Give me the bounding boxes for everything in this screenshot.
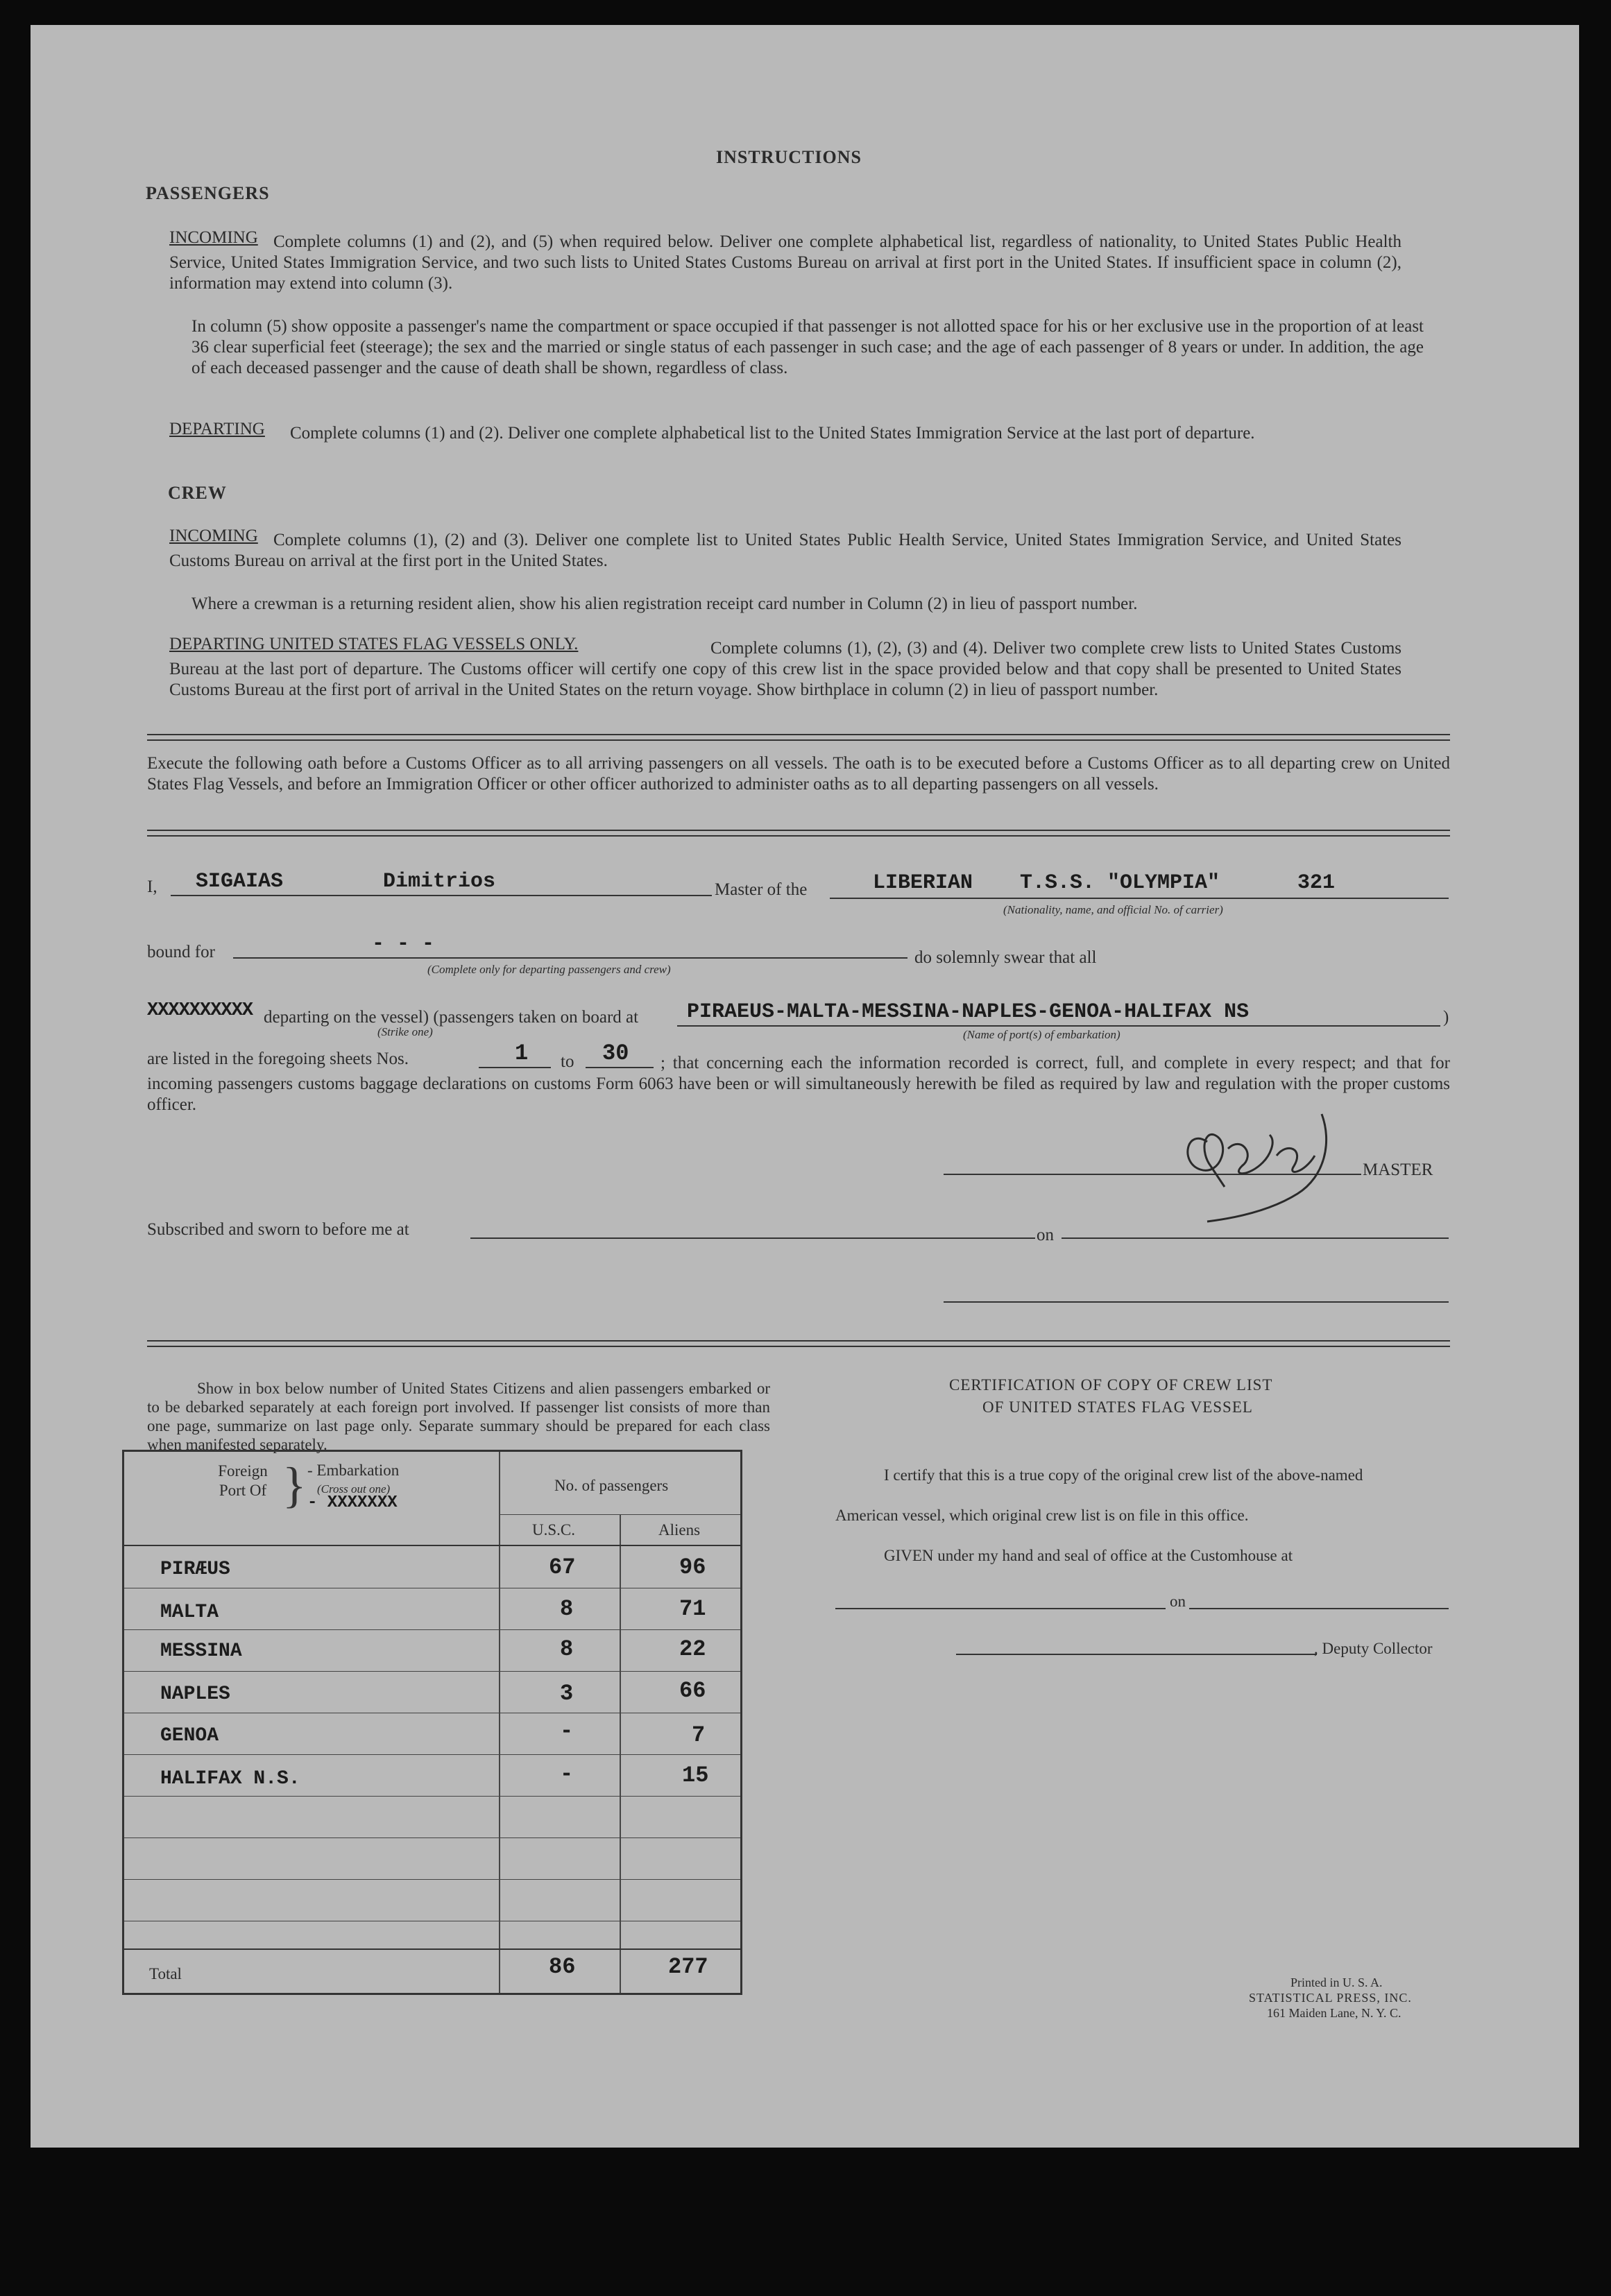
- double-rule-mid-2: [147, 835, 1450, 837]
- vessel-nationality: LIBERIAN: [873, 871, 973, 895]
- row-aliens: 15: [682, 1763, 709, 1788]
- subscribed-on-label: on: [1037, 1226, 1054, 1244]
- row-aliens: 96: [679, 1554, 706, 1580]
- table-row-rule-5: [124, 1754, 740, 1755]
- master-name-line[interactable]: [171, 895, 712, 896]
- sheets-declaration: ; that concerning each the information recorded is correct, full, and complete in every respect; and that for incoming passengers customs baggage declarations on customs Form 6063 have been or will simultaneously herewith be filed as required by law and regulation with the proper customs officer.: [147, 1054, 1450, 1114]
- crew-heading: CREW: [168, 483, 227, 503]
- certification-line-1: I certify that this is a true copy of the original crew list of the above-named: [884, 1466, 1363, 1484]
- passengers-incoming-label: INCOMING: [169, 228, 258, 247]
- table-row-rule-2: [124, 1629, 740, 1630]
- total-aliens: 277: [668, 1954, 708, 1980]
- row-aliens: 22: [679, 1636, 706, 1662]
- table-header-rule-2: [124, 1545, 740, 1546]
- printer-line-1: Printed in U. S. A.: [1290, 1976, 1383, 1989]
- bound-for-caption: (Complete only for departing passengers and crew): [427, 963, 671, 976]
- cross-out-caption: (Cross out one): [317, 1482, 391, 1496]
- certification-title-2: OF UNITED STATES FLAG VESSEL: [982, 1398, 1253, 1416]
- instructions-title: INSTRUCTIONS: [716, 147, 862, 167]
- ports-line[interactable]: [677, 1025, 1440, 1027]
- ports-caption: (Name of port(s) of embarkation): [963, 1028, 1120, 1041]
- row-aliens: 71: [679, 1596, 706, 1622]
- passengers-heading: PASSENGERS: [146, 183, 270, 203]
- port-brace: }: [282, 1457, 307, 1513]
- printer-line-2: STATISTICAL PRESS, INC.: [1249, 1991, 1412, 2005]
- double-rule-top-2: [147, 739, 1450, 741]
- bound-for-line[interactable]: [233, 957, 907, 959]
- passengers-departing-label: DEPARTING: [169, 420, 265, 438]
- oath-intro: Execute the following oath before a Customs Officer as to all arriving passengers on all vessels. The oath is to be executed before a Customs Officer as to all departing crew on United States Flag Vessels, and before an Immigration Officer or other officer authorized to administer oaths as to all departing passengers on all vessels.: [147, 754, 1450, 794]
- no-passengers-label: No. of passengers: [554, 1477, 669, 1494]
- sheets-label: are listed in the foregoing sheets Nos.: [147, 1050, 409, 1068]
- master-label: MASTER: [1363, 1160, 1433, 1179]
- table-row-rule-7: [124, 1837, 740, 1838]
- subscribed-label: Subscribed and sworn to before me at: [147, 1220, 409, 1239]
- master-of-label: Master of the: [715, 880, 808, 899]
- table-row-rule-8: [124, 1879, 740, 1880]
- row-port: HALIFAX N.S.: [160, 1768, 300, 1790]
- row-usc: -: [560, 1761, 574, 1787]
- master-signature: [1166, 1100, 1360, 1225]
- table-row-rule-6: [124, 1796, 740, 1797]
- total-label: Total: [149, 1965, 182, 1982]
- officer-signature-line[interactable]: [944, 1301, 1449, 1303]
- oath-i-label: I,: [147, 877, 157, 896]
- crew-incoming-label: INCOMING: [169, 526, 258, 545]
- customhouse-line[interactable]: [835, 1608, 1166, 1609]
- subscribed-date-line[interactable]: [1062, 1237, 1449, 1239]
- to-label: to: [561, 1052, 574, 1071]
- table-divider-port: [499, 1452, 500, 1993]
- usc-header: U.S.C.: [532, 1521, 575, 1539]
- row-port: MALTA: [160, 1602, 219, 1623]
- master-surname: SIGAIAS: [196, 870, 284, 893]
- passenger-summary-table: [122, 1450, 742, 1995]
- certification-date-line[interactable]: [1189, 1608, 1449, 1609]
- vessel-name: T.S.S. "OLYMPIA": [1020, 871, 1220, 895]
- table-row-rule-3: [124, 1671, 740, 1672]
- crew-departing-text: Complete columns (1), (2), (3) and (4). Deliver two complete crew lists to United States Customs Bureau at the last port of departure. The Customs officer will certify one copy of this crew list in the space provided below and that copy shall be presented to United States Customs Bureau at the first port of arrival in the United States on the return voyage. Show birthplace in column (2) in lieu of passport number.: [169, 639, 1401, 699]
- strike-one-caption: (Strike one): [377, 1025, 433, 1038]
- crew-departing-label: DEPARTING UNITED STATES FLAG VESSELS ONLY.: [169, 635, 579, 653]
- vessel-line[interactable]: [830, 898, 1449, 899]
- row-port: PIRÆUS: [160, 1559, 230, 1580]
- aliens-header: Aliens: [658, 1521, 701, 1539]
- swear-label: do solemnly swear that all: [914, 948, 1097, 967]
- vessel-caption: (Nationality, name, and official No. of carrier): [1003, 903, 1223, 916]
- row-port: MESSINA: [160, 1640, 242, 1662]
- table-header-rule-1: [499, 1514, 740, 1515]
- departing-label: departing on the vessel) (passengers taken on board at: [264, 1008, 639, 1027]
- row-port: NAPLES: [160, 1684, 230, 1705]
- embarkation-ports: PIRAEUS-MALTA-MESSINA-NAPLES-GENOA-HALIFAX NS: [687, 1000, 1250, 1024]
- vessel-official-no: 321: [1297, 871, 1336, 895]
- table-total-rule: [124, 1948, 740, 1950]
- ports-close-paren: ): [1443, 1008, 1449, 1027]
- row-port: GENOA: [160, 1725, 219, 1747]
- sheet-to: 30: [602, 1040, 629, 1066]
- double-rule-bottom-2: [147, 1346, 1450, 1347]
- certification-on-label: on: [1170, 1593, 1186, 1610]
- deputy-collector-label: , Deputy Collector: [1314, 1640, 1433, 1657]
- row-usc: -: [560, 1718, 574, 1744]
- certification-line-3: GIVEN under my hand and seal of office at the Customhouse at: [884, 1547, 1293, 1564]
- passengers-incoming-text: Complete columns (1) and (2), and (5) when required below. Deliver one complete alphabetical list, regardless of nationality, to United States Public Health Service, United States Immigration Service, and two such lists to United States Customs Bureau on arrival at first port in the United States. If insufficient space in column (2), information may extend into column (3).: [169, 232, 1401, 293]
- row-usc: 67: [549, 1554, 576, 1580]
- crew-resident-text: Where a crewman is a returning resident alien, show his alien registration receipt card number in Column (2) in lieu of passport number.: [191, 594, 1138, 613]
- row-usc: 8: [560, 1636, 574, 1662]
- double-rule-mid: [147, 830, 1450, 831]
- row-usc: 3: [560, 1681, 574, 1706]
- total-usc: 86: [549, 1954, 576, 1980]
- passengers-departing-text: Complete columns (1) and (2). Deliver one complete alphabetical list to the United States Immigration Service at the last port of departure.: [290, 424, 1255, 443]
- printer-line-3: 161 Maiden Lane, N. Y. C.: [1267, 2006, 1401, 2020]
- debarkation-struck: - XXXXXXX: [307, 1493, 398, 1512]
- subscribed-place-line[interactable]: [470, 1237, 1035, 1239]
- certification-title-1: CERTIFICATION OF COPY OF CREW LIST: [949, 1376, 1273, 1394]
- row-usc: 8: [560, 1596, 574, 1622]
- passengers-column5-text: In column (5) show opposite a passenger's name the compartment or space occupied if that passenger is not allotted space for his or her exclusive use in the proportion of at least 36 clear superficial feet (steerage); the sex and the married or single status of each passenger in such case; and the age of each passenger of 8 years or under. In addition, the age of each deceased passenger and the cause of death shall be shown, regardless of class.: [191, 317, 1424, 377]
- double-rule-bottom: [147, 1340, 1450, 1342]
- struck-incoming-text: XXXXXXXXXX: [147, 1000, 253, 1021]
- double-rule-top: [147, 734, 1450, 735]
- row-aliens: 7: [692, 1722, 706, 1748]
- embarkation-label: - Embarkation: [307, 1462, 400, 1479]
- deputy-collector-line[interactable]: [956, 1654, 1317, 1655]
- row-aliens: 66: [679, 1678, 706, 1704]
- master-given-name: Dimitrios: [383, 870, 496, 893]
- sheet-from: 1: [515, 1040, 529, 1066]
- certification-line-2: American vessel, which original crew list is on file in this office.: [835, 1507, 1249, 1524]
- foreign-port-label: Foreign Port Of: [218, 1462, 268, 1499]
- summary-instructions: Show in box below number of United States Citizens and alien passengers embarked or to be debarked separately at each foreign port involved. If passenger list consists of more than one page, summarize on last page only. Separate summary should be prepared for each class when manifested separately.: [147, 1380, 770, 1453]
- bound-for-label: bound for: [147, 943, 215, 961]
- crew-incoming-text: Complete columns (1), (2) and (3). Deliver one complete list to United States Public Health Service, United States Immigration Service, and United States Customs Bureau on arrival at the first port in the United States.: [169, 531, 1401, 570]
- bound-for-value: - - -: [372, 932, 435, 956]
